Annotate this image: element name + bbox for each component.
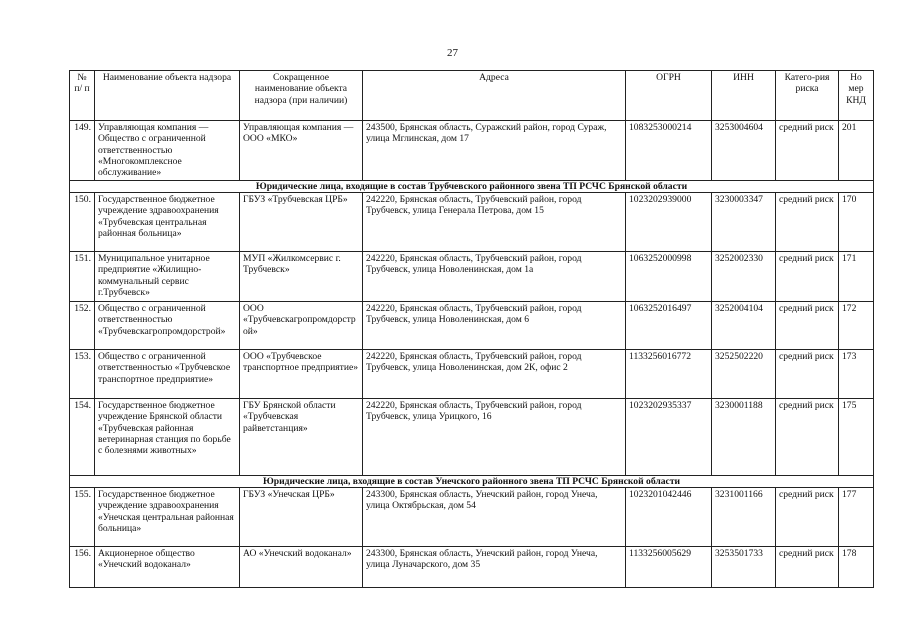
- section-title: Юридические лица, входящие в состав Трубчевского районного звена ТП РСЧС Брянской области: [70, 181, 874, 193]
- header-address: Адреса: [363, 71, 626, 121]
- row-address: 242220, Брянская область, Трубчевский район, город Трубчевск, улица Новоленинская, дом 6: [363, 302, 626, 350]
- row-short: ГБУ Брянской области «Трубчевская райветстанция»: [240, 399, 363, 476]
- row-short: ООО «Трубчевское транспортное предприятие»: [240, 350, 363, 399]
- row-name: Управляющая компания — Общество с ограниченной ответственностью «Многокомплексное обслуживание»: [95, 121, 240, 181]
- row-name: Государственное бюджетное учреждение здравоохранения «Трубчевская центральная районная больница»: [95, 193, 240, 252]
- row-short: АО «Унечский водоканал»: [240, 547, 363, 588]
- table-row: [70, 302, 874, 350]
- header-ogrn: ОГРН: [626, 71, 712, 121]
- table-header: [70, 71, 874, 121]
- row-address: 242220, Брянская область, Трубчевский район, город Трубчевск, улица Новоленинская, дом 2К, офис 2: [363, 350, 626, 399]
- table-row: [70, 121, 874, 181]
- table-row: [70, 547, 874, 588]
- row-address: 242220, Брянская область, Трубчевский район, город Трубчевск, улица Генерала Петрова, дом 15: [363, 193, 626, 252]
- table-row: [70, 399, 874, 476]
- row-address: 243300, Брянская область, Унечский район, город Унеча, улица Луначарского, дом 35: [363, 547, 626, 588]
- table-row: [70, 193, 874, 252]
- row-risk: средний риск: [776, 399, 839, 476]
- header-inn: ИНН: [712, 71, 776, 121]
- header-risk: Катего-рия риска: [776, 71, 839, 121]
- row-ogrn: 1133256016772: [626, 350, 712, 399]
- row-knd: 175: [839, 399, 874, 476]
- row-ogrn: 1063252000998: [626, 252, 712, 302]
- row-inn: 3253004604: [712, 121, 776, 181]
- row-short: ГБУЗ «Трубчевская ЦРБ»: [240, 193, 363, 252]
- row-risk: средний риск: [776, 302, 839, 350]
- row-num: 150.: [70, 193, 95, 252]
- row-knd: 170: [839, 193, 874, 252]
- row-num: 149.: [70, 121, 95, 181]
- objects-table: [69, 70, 874, 588]
- row-short: МУП «Жилкомсервис г. Трубчевск»: [240, 252, 363, 302]
- section-header-unecha: [70, 476, 874, 488]
- table-row: [70, 350, 874, 399]
- row-short: Управляющая компания — ООО «МКО»: [240, 121, 363, 181]
- row-inn: 3252004104: [712, 302, 776, 350]
- row-short: ООО «Трубчевскагропромдорстрой»: [240, 302, 363, 350]
- row-knd: 173: [839, 350, 874, 399]
- row-name: Общество с ограниченной ответственностью «Трубчевскагропромдорстрой»: [95, 302, 240, 350]
- row-inn: 3230003347: [712, 193, 776, 252]
- row-inn: 3231001166: [712, 488, 776, 547]
- row-ogrn: 1133256005629: [626, 547, 712, 588]
- row-name: Общество с ограниченной ответственностью «Трубчевское транспортное предприятие»: [95, 350, 240, 399]
- row-num: 151.: [70, 252, 95, 302]
- header-knd: Но мер КНД: [839, 71, 874, 121]
- row-inn: 3252502220: [712, 350, 776, 399]
- row-name: Государственное бюджетное учреждение Брянской области «Трубчевская районная ветеринарная станция по борьбе с болезнями животных»: [95, 399, 240, 476]
- row-risk: средний риск: [776, 121, 839, 181]
- row-risk: средний риск: [776, 488, 839, 547]
- row-num: 153.: [70, 350, 95, 399]
- row-ogrn: 1083253000214: [626, 121, 712, 181]
- row-inn: 3253501733: [712, 547, 776, 588]
- row-name: Муниципальное унитарное предприятие «Жилищно-коммунальный сервис г.Трубчевск»: [95, 252, 240, 302]
- row-risk: средний риск: [776, 193, 839, 252]
- header-num: № п/ п: [70, 71, 95, 121]
- row-risk: средний риск: [776, 252, 839, 302]
- row-knd: 172: [839, 302, 874, 350]
- row-ogrn: 1023202939000: [626, 193, 712, 252]
- row-address: 242220, Брянская область, Трубчевский район, город Трубчевск, улица Новоленинская, дом 1а: [363, 252, 626, 302]
- header-short: Сокращенное наименование объекта надзора (при наличии): [240, 71, 363, 121]
- row-num: 154.: [70, 399, 95, 476]
- section-header-trubchevsk: [70, 181, 874, 193]
- row-address: 243300, Брянская область, Унечский район, город Унеча, улица Октябрьская, дом 54: [363, 488, 626, 547]
- row-inn: 3230001188: [712, 399, 776, 476]
- row-risk: средний риск: [776, 350, 839, 399]
- row-ogrn: 1023202935337: [626, 399, 712, 476]
- row-inn: 3252002330: [712, 252, 776, 302]
- section-title: Юридические лица, входящие в состав Унечского районного звена ТП РСЧС Брянской области: [70, 476, 874, 488]
- page-number: 27: [447, 47, 458, 59]
- row-knd: 178: [839, 547, 874, 588]
- row-ogrn: 1023201042446: [626, 488, 712, 547]
- row-risk: средний риск: [776, 547, 839, 588]
- table-row: [70, 252, 874, 302]
- row-address: 242220, Брянская область, Трубчевский район, город Трубчевск, улица Урицкого, 16: [363, 399, 626, 476]
- row-address: 243500, Брянская область, Суражский район, город Сураж, улица Мглинская, дом 17: [363, 121, 626, 181]
- row-short: ГБУЗ «Унечская ЦРБ»: [240, 488, 363, 547]
- row-num: 155.: [70, 488, 95, 547]
- row-name: Государственное бюджетное учреждение здравоохранения «Унечская центральная районная больница»: [95, 488, 240, 547]
- row-ogrn: 1063252016497: [626, 302, 712, 350]
- row-knd: 171: [839, 252, 874, 302]
- table-row: [70, 488, 874, 547]
- row-num: 152.: [70, 302, 95, 350]
- row-knd: 201: [839, 121, 874, 181]
- row-num: 156.: [70, 547, 95, 588]
- row-knd: 177: [839, 488, 874, 547]
- header-name: Наименование объекта надзора: [95, 71, 240, 121]
- row-name: Акционерное общество «Унечский водоканал»: [95, 547, 240, 588]
